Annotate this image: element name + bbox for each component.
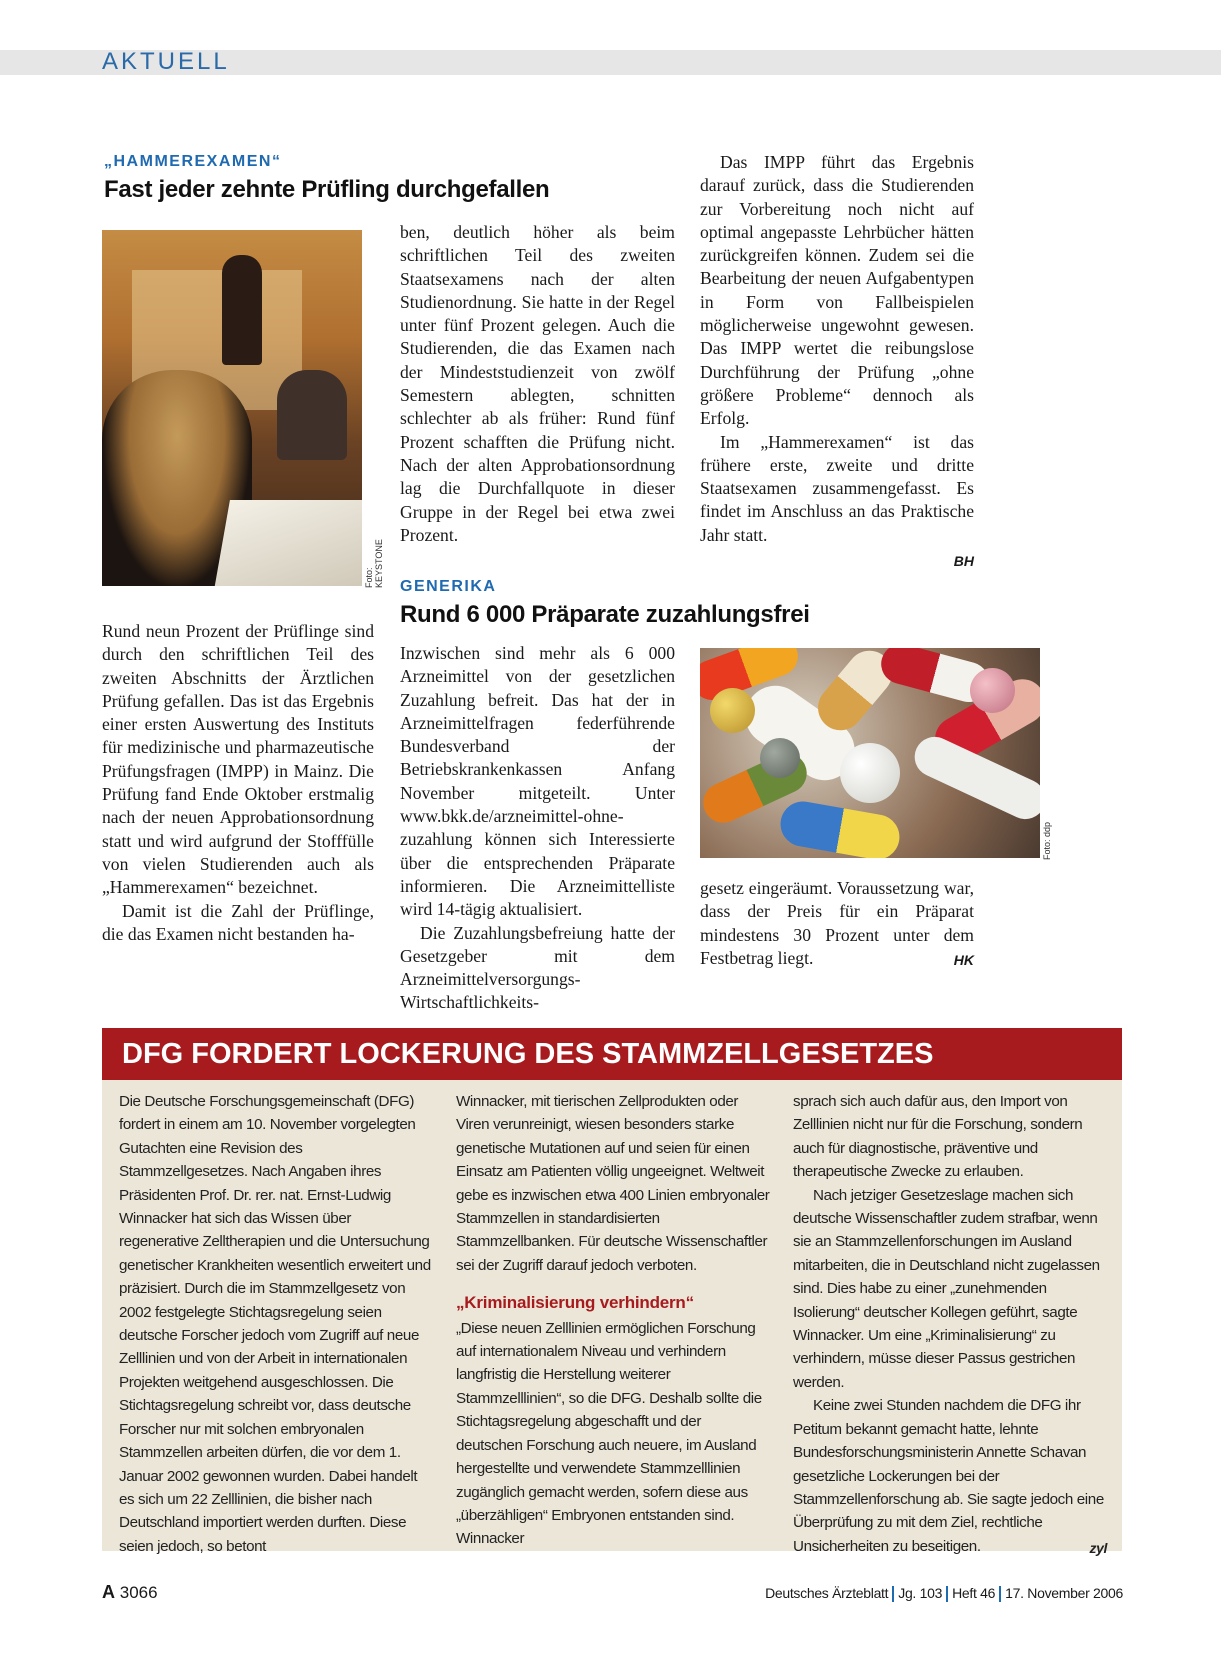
page-number (102, 1582, 158, 1603)
dfg-signature: zyl (1089, 1540, 1107, 1557)
article1-paragraph: Das IMPP führt das Ergebnis darauf zurück, dass die Studierenden zur Vorbereitung noch nicht auf optimal angepasste Lehrbücher hätten zurückgreifen können. Zudem sei die Bearbeitung der neuen Aufgabentypen in Form von Fallbeispielen möglicherweise ungewohnt gewesen. Das IMPP wertet die reibungslose Durchführung der Prüfung „ohne größere Probleme“ dennoch als Erfolg. (700, 152, 974, 429)
dfg-paragraph: Nach jetziger Gesetzeslage machen sich deutsche Wissenschaftler zudem strafbar, wenn sie an Stammzellenforschungen im Ausland mitarbeiten, die in Deutschland nicht zugelassen sind. Dies habe zu einer „zunehmenden Isolierung“ deutscher Kollegen geführt, sagte Winnacker. Um eine „Kriminalisierung“ zu verhindern, müsse dieser Passus gestrichen werden. (793, 1186, 1100, 1391)
journal-name: Deutsches Ärzteblatt (765, 1585, 889, 1601)
article1-kicker: „HAMMEREXAMEN“ (104, 153, 282, 170)
journal-date: 17. November 2006 (1005, 1585, 1123, 1601)
article2-column-3 (700, 877, 974, 972)
journal-volume: Jg. 103 (898, 1585, 943, 1601)
article2-signature: HK (953, 952, 974, 969)
article1-paragraph: Im „Hammerexamen“ ist das frühere erste, zweite und dritte Staatsexamen zusammengefasst. Es findet im Anschluss an das Praktische Jahr statt. (700, 431, 974, 545)
separator (946, 1586, 948, 1602)
dfg-paragraph: Die Deutsche Forschungsgemeinschaft (DFG) fordert in einem am 10. November vorgelegten Gutachten eine Revision des Stammzellgesetzes. Nach Angaben ihres Präsidenten Prof. Dr. rer. nat. Ernst-Ludwig Winnacker hat sich das Wissen über regenerative Zelltherapien und die Untersuchung genetischer Krankheiten wesentlich erweitert und präzisiert. Durch die im Stammzellgesetz von 2002 festgelegte Stichtagsregelung seien deutsche Forscher jedoch vom Zugriff auf neue Zelllinien und von der Arbeit in internationalen Projekten weitgehend ausgeschlossen. Die Stichtagsregelung schreibt vor, dass deutsche Forscher nur mit solchen embryonalen Stammzellen arbeiten dürfen, die vor dem 1. Januar 2002 gewonnen wurden. Dabei handelt es sich um 22 Zelllinien, die bisher nach Deutschland importiert werden durften. Diese seien jedoch, so betont (119, 1093, 431, 1555)
article1-paragraph: Rund neun Prozent der Prüflinge sind durch den schriftlichen Teil des zweiten Abschnitts der Ärztlichen Prüfung gefallen. Das ist das Ergebnis einer ersten Auswertung des Instituts für medizinische und pharmazeutische Prüfungsfragen (IMPP) in Mainz. Die Prüfung fand Ende Oktober erstmalig nach der neuen Approbationsordnung statt und wird aufgrund der Stofffülle von vielen Studierenden auch als „Hammerexamen“ bezeichnet. (102, 621, 374, 898)
dfg-paragraph: Keine zwei Stunden nachdem die DFG ihr Petitum bekannt gemacht hatte, lehnte Bundesforschungsministerin Annette Schavan gesetzliche Lockerungen bei der Stammzellenforschung ab. Sie sagte jedoch eine Überprüfung zu mit dem Ziel, rechtliche Unsicherheiten zu beseitigen. (793, 1397, 1104, 1555)
article1-column-2 (400, 221, 675, 547)
journal-issue: Heft 46 (952, 1585, 996, 1601)
article2-headline: Rund 6 000 Präparate zuzahlungsfrei (400, 601, 810, 628)
dfg-paragraph: „Diese neuen Zelllinien ermöglichen Forschung auf internationalem Niveau und verhindern langfristig die Herstellung weiterer Stammzelllinien“, so die DFG. Deshalb sollte die Stichtagsregelung abgeschafft und der deutschen Forschung auch neuere, im Ausland hergestellte und verwendete Stammzelllinien zugänglich gemacht werden, sofern diese aus „überzähligen“ Embryonen entstanden sind. Winnacker (456, 1319, 762, 1548)
article2-paragraph: Inzwischen sind mehr als 6 000 Arzneimittel von der gesetzlichen Zuzahlung befreit. Das hat der in Arzneimittelfragen federführende Bundesverband der Betriebskrankenkassen Anfang November mitgeteilt. Unter www.bkk.de/arzneimittel-ohne-zuzahlung können sich Interessierte über die entsprechenden Präparate informieren. Die Arzneimittelliste wird 14-tägig aktualisiert. (400, 643, 675, 920)
article1-paragraph: Damit ist die Zahl der Prüflinge, die das Examen nicht bestanden ha- (102, 900, 374, 944)
dfg-subheading: „Kriminalisierung verhindern“ (456, 1293, 694, 1313)
dfg-column-2 (456, 1090, 770, 1551)
article2-paragraph: Die Zuzahlungsbefreiung hatte der Gesetzgeber mit dem Arzneimittelversorgungs-Wirtschaftlichkeits- (400, 922, 675, 1013)
photo-credit-ddp: Foto: ddp (1042, 821, 1052, 860)
dfg-column-1 (119, 1090, 432, 1558)
article1-signature: BH (953, 553, 974, 570)
exam-hall-photo (102, 230, 362, 586)
article1-paragraph: ben, deutlich höher als beim schriftlichen Teil des zweiten Staatsexamens nach der alten Studienordnung. Sie hatte in der Regel unter fünf Prozent gelegen. Auch die Studierenden, die das Examen nach der Mindeststudienzeit von zwölf Semestern ablegten, schnitten schlechter ab als früher: Rund fünf Prozent schafften die Prüfung nicht. Nach der alten Approbationsordnung lag die Durchfallquote in dieser Gruppe in der Regel bei etwa zwei Prozent. (400, 222, 675, 545)
article1-column-1 (102, 620, 374, 946)
separator (892, 1586, 894, 1602)
journal-info (765, 1585, 1123, 1602)
page-prefix: A (102, 1582, 115, 1602)
photo-credit-keystone: Foto: KEYSTONE (364, 539, 384, 588)
pills-photo (700, 648, 1040, 858)
article2-kicker: GENERIKA (400, 578, 497, 595)
dfg-title: DFG FORDERT LOCKERUNG DES STAMMZELLGESETZES (102, 1028, 1122, 1080)
article2-column-2 (400, 642, 675, 1015)
article1-column-3 (700, 151, 974, 573)
dfg-column-3 (793, 1090, 1107, 1561)
separator (999, 1586, 1001, 1602)
page-number-value: 3066 (119, 1583, 158, 1602)
article2-paragraph: gesetz eingeräumt. Voraussetzung war, dass der Preis für ein Präparat mindestens 30 Prozent unter dem Festbetrag liegt. (700, 878, 974, 968)
article1-headline: Fast jeder zehnte Prüfling durchgefallen (104, 176, 550, 203)
section-label: AKTUELL (102, 48, 230, 75)
dfg-paragraph: sprach sich auch dafür aus, den Import von Zelllinien nicht nur für die Forschung, sondern auch für diagnostische, präventive und therapeutische Zwecke zu erlauben. (793, 1093, 1083, 1181)
dfg-paragraph: Winnacker, mit tierischen Zellprodukten oder Viren verunreinigt, wiesen besonders starke genetische Mutationen auf und seien für einen Einsatz am Patienten völlig ungeeignet. Weltweit gebe es inzwischen etwa 400 Linien embryonaler Stammzellen in standardisierten Stammzellbanken. Für deutsche Wissenschaftler sei der Zugriff darauf jedoch verboten. (456, 1093, 770, 1274)
